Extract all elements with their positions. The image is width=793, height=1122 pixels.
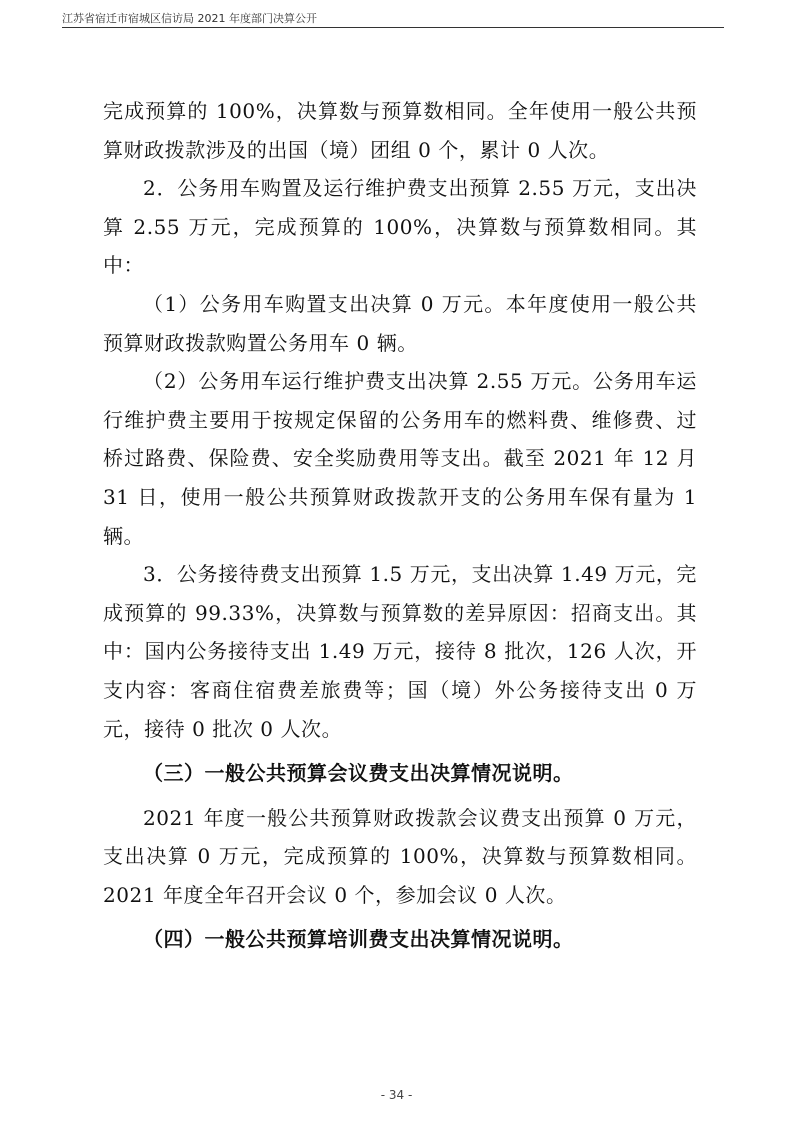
document-body	[103, 92, 697, 965]
paragraph-outbound-summary: 完成预算的 100%，决算数与预算数相同。全年使用一般公共预算财政拨款涉及的出国（境）团组 0 个，累计 0 人次。	[103, 99, 697, 162]
header-divider	[62, 27, 724, 28]
page-number: - 34 -	[380, 1088, 413, 1102]
paragraph-vehicle-maintenance: （2）公务用车运行维护费支出决算 2.55 万元。公务用车运行维护费主要用于按规定保留的公务用车的燃料费、维修费、过桥过路费、保险费、安全奖励费用等支出。截至 2021 年 12 月 31 日，使用一般公共预算财政拨款开支的公务用车保有量为 1 辆。	[103, 369, 697, 548]
paragraph-vehicle-purchase: （1）公务用车购置支出决算 0 万元。本年度使用一般公共预算财政拨款购置公务用车 0 辆。	[103, 291, 697, 355]
section-heading-meeting-expense: （三）一般公共预算会议费支出决算情况说明。	[143, 761, 574, 786]
paragraph-vehicle-expense: 2．公务用车购置及运行维护费支出预算 2.55 万元，支出决算 2.55 万元，完成预算的 100%，决算数与预算数相同。其中：	[103, 176, 697, 278]
paragraph-meeting-expense: 2021 年度一般公共预算财政拨款会议费支出预算 0 万元，支出决算 0 万元，完成预算的 100%，决算数与预算数相同。2021 年度全年召开会议 0 个，参加会议 0 人次。	[103, 805, 697, 907]
paragraph-reception-expense: 3．公务接待费支出预算 1.5 万元，支出决算 1.49 万元，完成预算的 99.33%，决算数与预算数的差异原因：招商支出。其中：国内公务接待支出 1.49 万元，接待 8 批次，126 人次，开支内容：客商住宿费差旅费等；国（境）外公务接待支出 0 万元，接待 0 批次 0 人次。	[103, 562, 697, 741]
document-header: 江苏省宿迁市宿城区信访局 2021 年度部门决算公开	[62, 12, 317, 25]
section-heading-training-expense: （四）一般公共预算培训费支出决算情况说明。	[143, 927, 574, 952]
